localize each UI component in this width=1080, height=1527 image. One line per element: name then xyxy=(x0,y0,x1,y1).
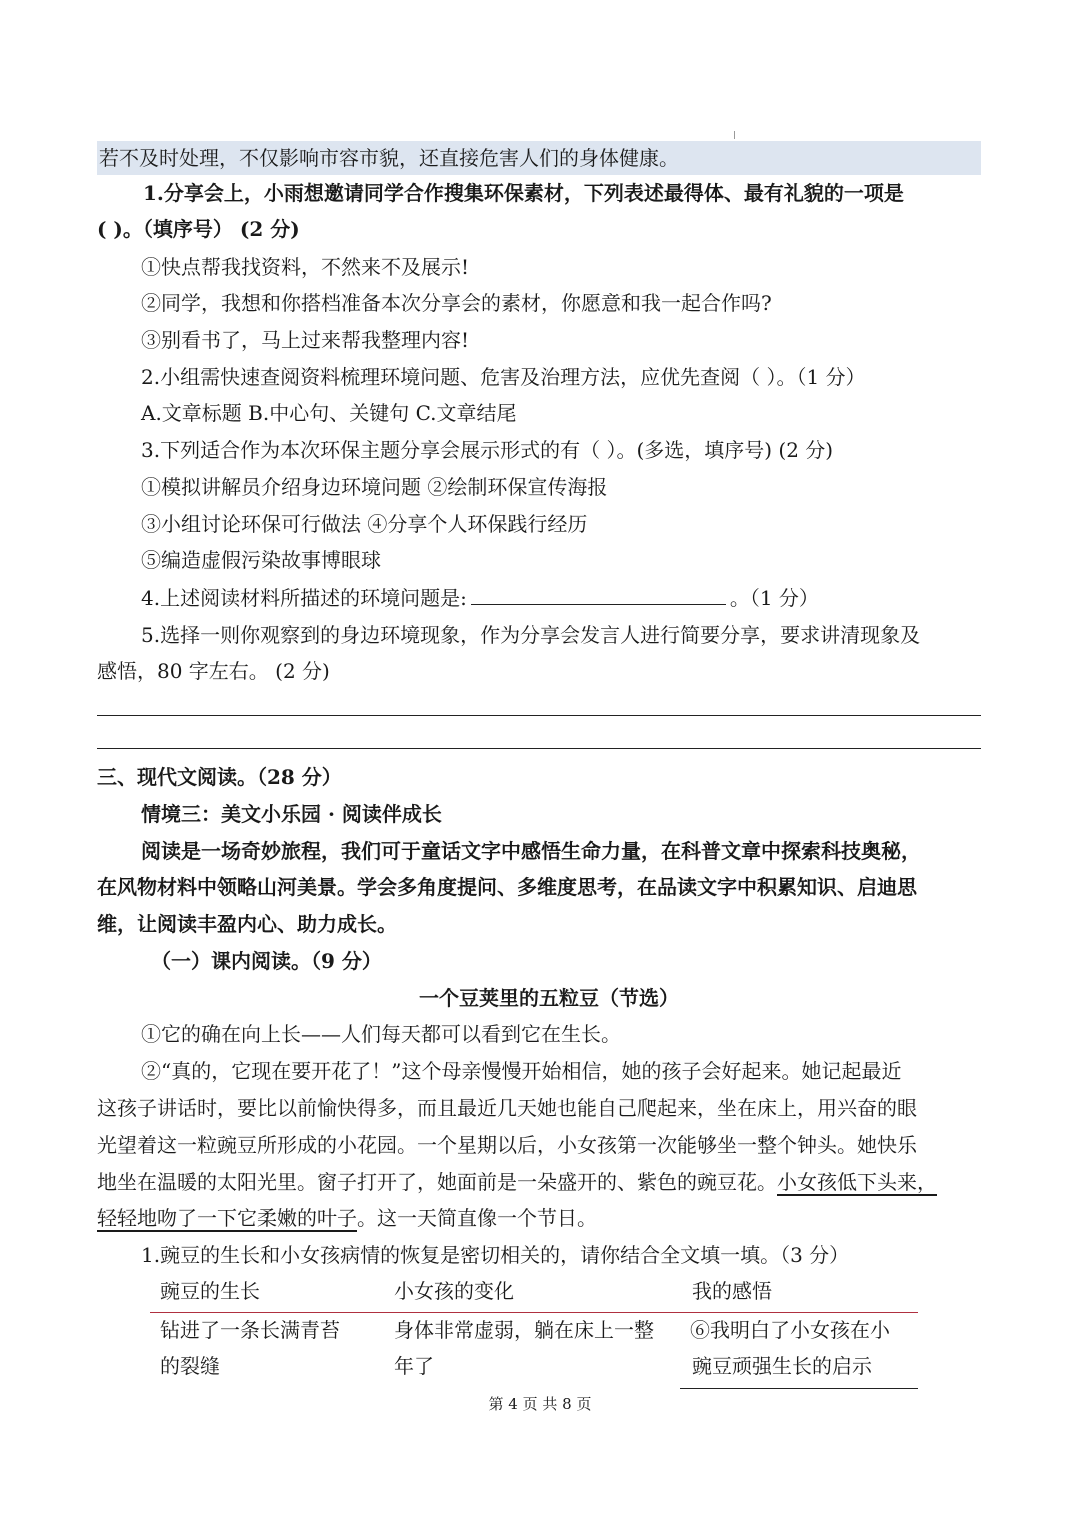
passage-para-2-line-1: ②“真的，它现在要开花了！”这个母亲慢慢开始相信，她的孩子会好起来。她记起最近 xyxy=(141,1059,902,1083)
table-header-pea-growth: 豌豆的生长 xyxy=(160,1279,260,1303)
q4-answer-blank[interactable] xyxy=(471,584,726,605)
passage-para-2-line-2: 这孩子讲话时，要比以前愉快得多，而且最近几天她也能自己爬起来，坐在床上，用兴奋的眼 xyxy=(97,1096,917,1120)
q5-answer-line-1[interactable] xyxy=(97,715,981,716)
passage-para-2-line-5 xyxy=(97,1203,597,1233)
passage-para-1: ①它的确在向上长——人们每天都可以看到它在生长。 xyxy=(141,1022,621,1046)
passage-para-2-line-4-text: 地坐在温暖的太阳光里。窗子打开了，她面前是一朵盛开的、紫色的豌豆花。 xyxy=(97,1170,777,1194)
q1-option-2: ②同学，我想和你搭档准备本次分享会的素材，你愿意和我一起合作吗? xyxy=(141,291,772,315)
q4-line xyxy=(141,583,819,613)
scan-mark xyxy=(734,131,735,139)
scenario-title: 情境三：美文小乐园 · 阅读伴成长 xyxy=(141,802,442,826)
intro-tail-text: 若不及时处理，不仅影响市容市貌，还直接危害人们的身体健康。 xyxy=(99,146,679,170)
q1-stem: 1.分享会上，小雨想邀请同学合作搜集环保素材，下列表述最得体、最有礼貌的一项是 xyxy=(143,181,904,205)
q1-option-1: ①快点帮我找资料，不然来不及展示! xyxy=(141,255,470,279)
section-intro-line-1: 阅读是一场奇妙旅程，我们可于童话文字中感悟生命力量，在科普文章中探索科技奥秘， xyxy=(141,839,921,863)
passage-title: 一个豆荚里的五粒豆（节选） xyxy=(419,986,679,1010)
passage-para-2-line-3: 光望着这一粒豌豆所形成的小花园。一个星期以后，小女孩第一次能够坐一整个钟头。她快乐 xyxy=(97,1133,917,1157)
page-footer: 第 4 页 共 8 页 xyxy=(488,1395,592,1413)
table-cell-girl-line-1: 身体非常虚弱，躺在床上一整 xyxy=(394,1318,654,1342)
q4-stem: 4.上述阅读材料所描述的环境问题是: xyxy=(141,586,467,610)
table-cell-insight-line-2: 豌豆顽强生长的启示 xyxy=(692,1354,872,1378)
table-header-girl-change: 小女孩的变化 xyxy=(394,1279,514,1303)
q3-option-line-3: ⑤编造虚假污染故事博眼球 xyxy=(141,548,381,572)
table-cell-insight-line-1: ⑥我明白了小女孩在小 xyxy=(690,1318,890,1342)
table-cell-girl-line-2: 年了 xyxy=(394,1354,434,1378)
underlined-sentence-part-b: 轻轻地吻了一下它柔嫩的叶子 xyxy=(97,1206,357,1230)
q2-options: A.文章标题 B.中心句、关键句 C.文章结尾 xyxy=(141,401,517,425)
q2-stem: 2.小组需快速查阅资料梳理环境问题、危害及治理方法，应优先查阅（ ）。（1 分） xyxy=(141,365,866,389)
table-bottom-rule xyxy=(680,1388,918,1389)
passage-para-2-line-4 xyxy=(97,1167,937,1197)
section-intro-line-3: 维，让阅读丰盈内心、助力成长。 xyxy=(97,912,397,936)
passage-para-2-end: 。这一天简直像一个节日。 xyxy=(357,1206,597,1230)
q1-stem-cont: ( )。（填序号） (2 分) xyxy=(97,217,300,241)
section-intro-line-2: 在风物材料中领略山河美景。学会多角度提问、多维度思考，在品读文字中积累知识、启迪思 xyxy=(97,875,917,899)
q3-stem: 3.下列适合作为本次环保主题分享会展示形式的有（ ）。(多选，填序号) (2 分) xyxy=(141,438,834,462)
reading-q1-stem: 1.豌豆的生长和小女孩病情的恢复是密切相关的，请你结合全文填一填。（3 分） xyxy=(141,1243,850,1267)
q4-tail: 。（1 分） xyxy=(729,586,819,610)
table-cell-pea-line-2: 的裂缝 xyxy=(160,1354,220,1378)
q3-option-line-1: ①模拟讲解员介绍身边环境问题 ②绘制环保宣传海报 xyxy=(141,475,608,499)
q5-stem: 5.选择一则你观察到的身边环境现象，作为分享会发言人进行简要分享，要求讲清现象及 xyxy=(141,623,921,647)
table-cell-pea-line-1: 钻进了一条长满青苔 xyxy=(160,1318,340,1342)
q5-stem-cont: 感悟，80 字左右。 (2 分) xyxy=(97,659,330,683)
section-3-heading: 三、现代文阅读。（28 分） xyxy=(97,765,342,789)
q1-option-3: ③别看书了，马上过来帮我整理内容! xyxy=(141,328,470,352)
q3-option-line-2: ③小组讨论环保可行做法 ④分享个人环保践行经历 xyxy=(141,512,588,536)
table-header-my-insight: 我的感悟 xyxy=(692,1279,772,1303)
underlined-sentence-part-a: 小女孩低下头来， xyxy=(777,1170,937,1194)
sub-heading: （一）课内阅读。（9 分） xyxy=(151,949,382,973)
q5-answer-line-2[interactable] xyxy=(97,748,981,749)
